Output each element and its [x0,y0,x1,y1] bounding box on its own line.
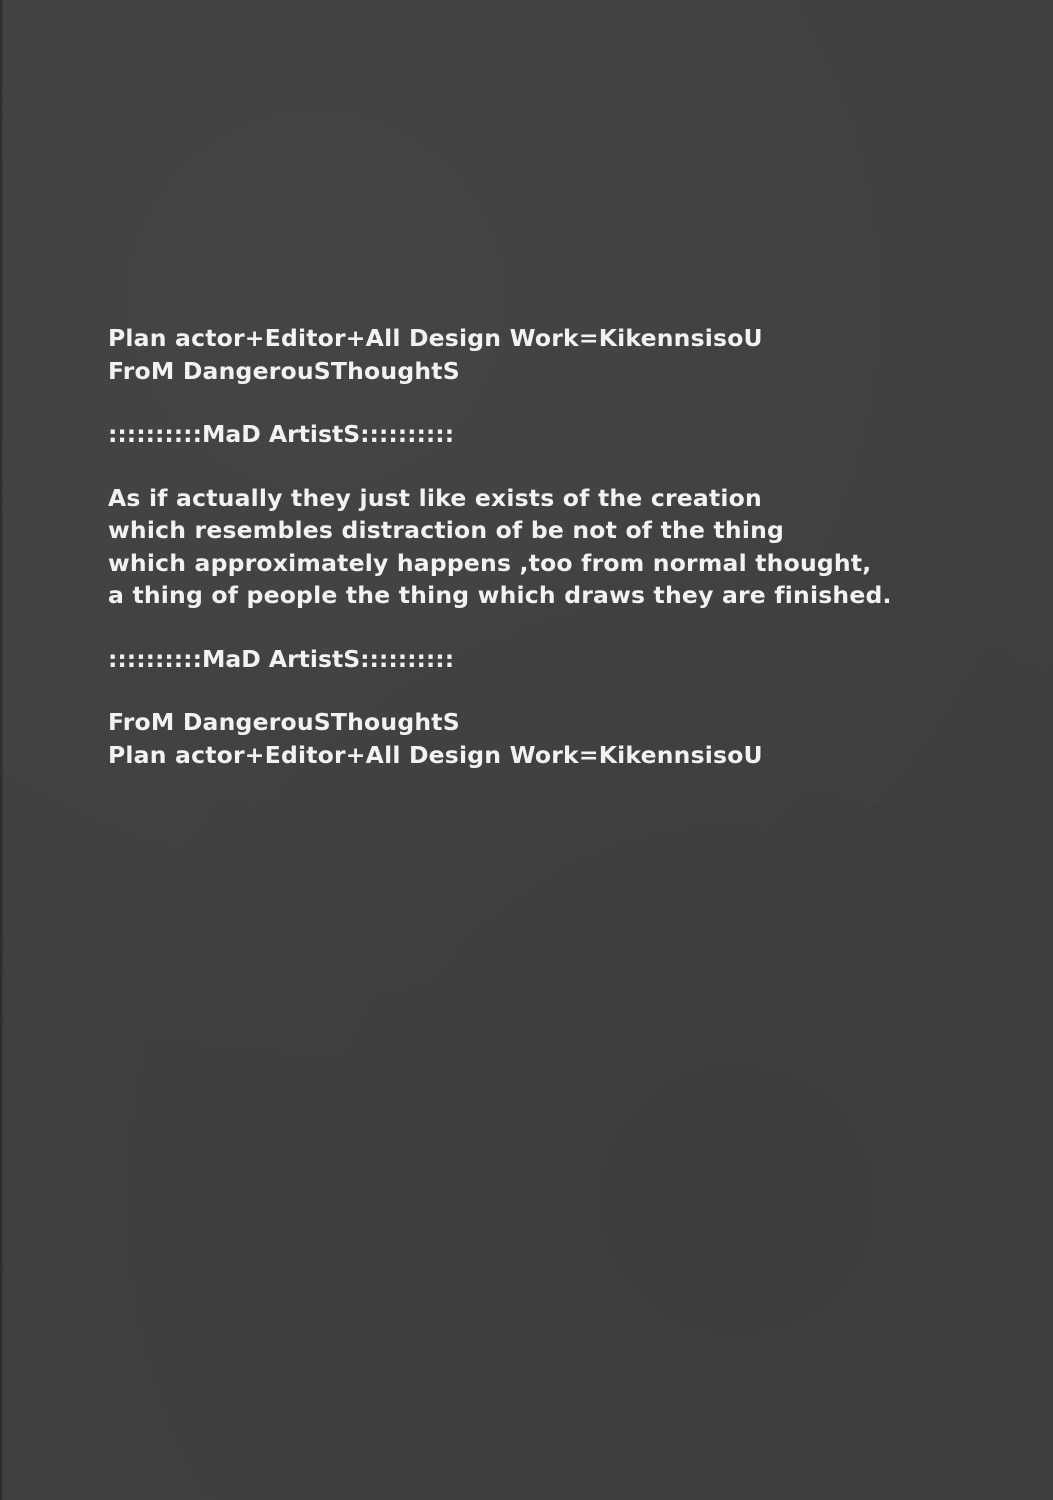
credit-line-from: FroM DangerouSThoughtS [108,708,460,736]
spacer [108,387,1008,418]
body-line: As if actually they just like exists of the creation [108,483,762,512]
spacer [108,451,1008,482]
credit-line-plan-actor: Plan actor+Editor+All Design Work=KikennsisoU [108,324,763,352]
spacer [108,612,1008,643]
body-line: which resembles distraction of be not of the thing [108,516,785,544]
body-line: which approximately happens ,too from normal thought, [108,548,872,577]
spacer [108,675,1008,706]
section-divider-mad-artists: ::::::::::MaD ArtistS:::::::::: [108,644,455,673]
page-edge-shadow [0,0,4,1500]
body-line: a thing of people the thing which draws they are finished. [108,581,892,609]
section-divider-mad-artists: ::::::::::MaD ArtistS:::::::::: [108,420,455,448]
credits-text-block [108,322,1008,771]
credit-line-plan-actor: Plan actor+Editor+All Design Work=KikennsisoU [108,740,763,769]
credit-line-from: FroM DangerouSThoughtS [108,356,460,385]
